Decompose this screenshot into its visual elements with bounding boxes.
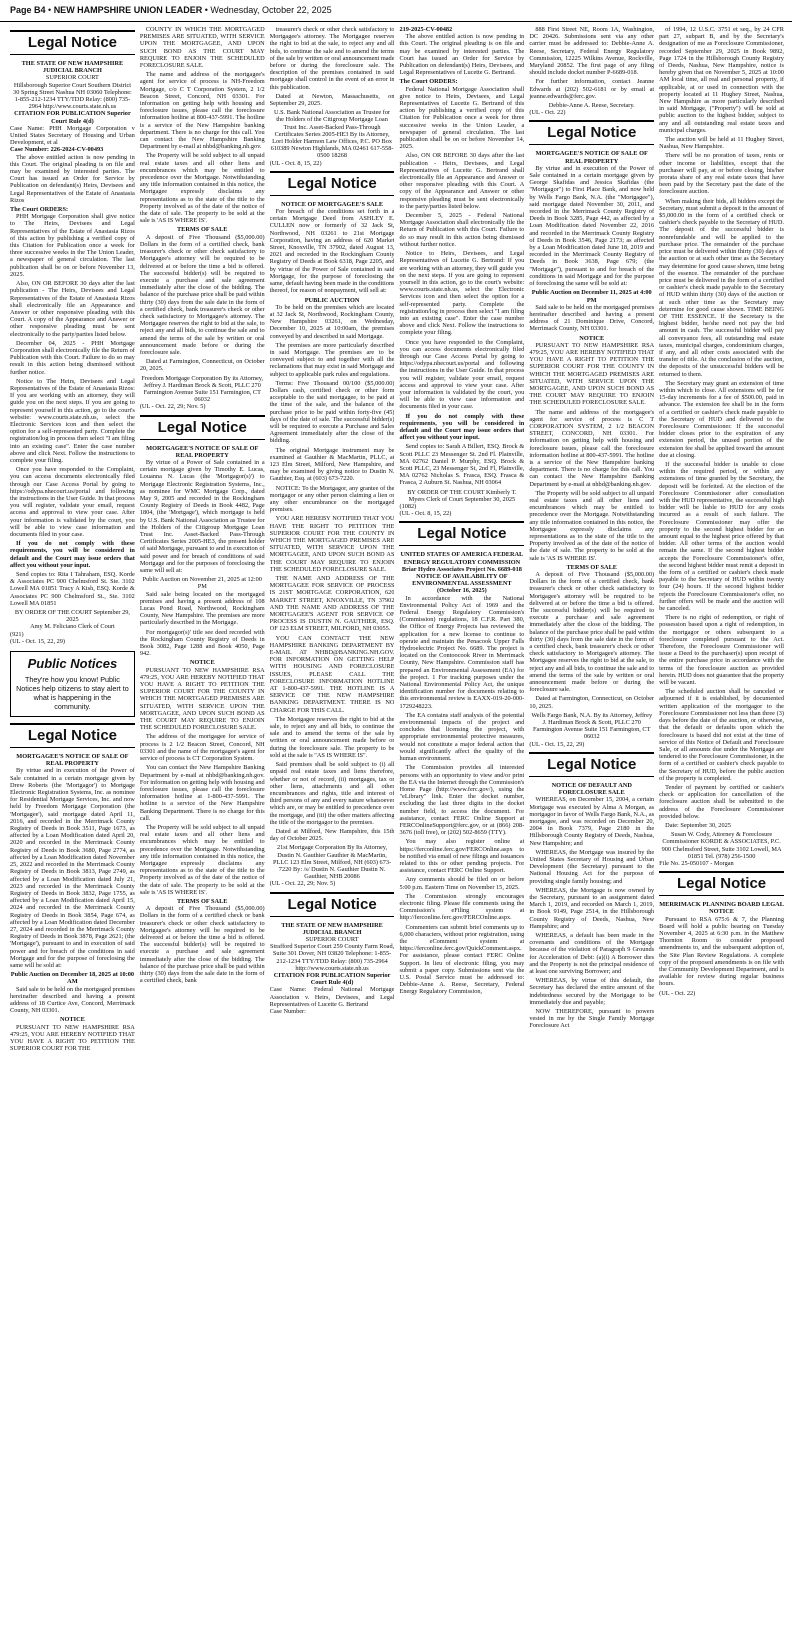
case-number-label: Case Number: <box>269 1007 306 1015</box>
notice-paragraph: Also, ON OR BEFORE 30 days after the last publication - Heirs, Devisees, and Legal Representatives of Lucette G. Bertrand shall electronically file an Appearance and Answer or other responsive pleading with this Court. A copy of the Appearance and Answer or other responsive pleading must be sent electronically to the party/parties listed below. <box>399 152 525 210</box>
notice-paragraph: Any comments should be filed on or before 5:00 p.m. Eastern Time on November 15, 2025. <box>399 876 525 891</box>
notice-paragraph: The address of the mortgagee for service of process is 2 1/2 Beacon Street, Concord, NH 03301 and the name of the mortgagee's agent for service of process is CT Corporation System. <box>139 733 265 763</box>
notice-paragraph: By virtue of a Power of Sale contained in a certain mortgage given by Timothy E. Lucas, Louanna N. Lucas (the 'Mortgagor(s)') to Mortgage Electronic Registration Systems, Inc., as nominee for WMC Mortgage Corp., dated May 9, 2005 and recorded in the Rockingham County Registry of Deeds in Book 4482, Page 1804, (the 'Mortgage'), which mortgage is held by U.S. Bank National Association as Trustee for the Holders of the Citigroup Mortgage Loan Trust Inc. Asset-Backed Pass-Through Certificates Series 2005-HE3, the present holder of said Mortgage, pursuant to and in execution of said power and for breach of conditions of said Mortgage and for the purposes of foreclosing the same will sell at: <box>139 458 265 575</box>
notice-paragraph: The name and address of the mortgagee's agent for service of process is C T CORPORATION SYSTEM, 2 1/2 BEACON STREET, CONCORD, NH 03301. For information on getting help with housing and foreclosure issues, please call the foreclosure information hotline at 800-437-5991. The hotline is a service of the New Hampshire banking department. There is no charge for this call. You can contact the New Hampshire Banking Department by e-mail at nhbd@banking.nh.gov. <box>529 408 655 488</box>
notice-paragraph: The scheduled auction shall be canceled or adjourned if it is established, by documented written application of the mortgagor to the Foreclosure Commissioner not less than three (3) days before the date of the auction, or otherwise, that the default or defaults upon which the foreclosure is based did not exist at the time of service of this Notice of Default and Foreclosure Sale, or all amounts due under the Mortgage are tendered to the Foreclosure Commissioner, in the form of a certified or cashier's check payable to the Secretary of HUD, before the public auction of the property is completed. <box>659 688 784 782</box>
section-title: Legal Notice <box>529 752 654 777</box>
run-dates: (UL - Oct. 15, 22, 29) <box>10 637 66 645</box>
notice-paragraph: When making their bids, all bidders except the Secretary, must submit a deposit in the amount of $5,000.00 in the form of a certified check or cashier's check payable to the Secretary of HUD. The deposit of the successful bidder is nonrefundable and will be applied to the purchase price. The remainder of the purchase price must be delivered within thirty (30) days of the auction or at such other time as the Secretary may determine for good cause shown, time being of the essence. The remainder of the purchase price must be delivered in the form of a certified or cashier's check made payable to the Secretary of HUD within thirty (30) days of the auction or at such other time as the Secretary may determine for good cause shown. TIME BEING OF THE ESSENCE. If the Secretary is the highest bidder, he/she need not pay the bid amount in cash. The successful bidder will pay all conveyance fees, all outstanding real estate taxes, municipal charges, condominium charges, if any, and all other costs associated with the transfer of title. At the conclusion of the auction, the deposits of the unsuccessful bidders will be returned to them. <box>659 197 784 378</box>
public-notices-text: They're how you know! Public Notices help citizens to stay alert to what is happening in the community. <box>16 675 129 712</box>
notice-paragraph: YOU ARE HEREBY NOTIFIED THAT YOU HAVE THE RIGHT TO PETITION THE SUPERIOR COURT FOR THE COUNTY IN WHICH THE MORTGAGED PREMISES ARE SITUATED, WITH SERVICE UPON THE MORTGAGEE, AND UPON SUCH BOND AS THE COURT MAY REQUIRE TO ENJOIN THE SCHEDULED FORECLOSURE SALE. <box>269 515 395 573</box>
court-order-line: BY ORDER OF THE COURT September 29, 2025 <box>14 609 130 624</box>
notice-paragraph: December 04, 2025 - PHH Mortgage Corporation shall electronically file the Return of Publication with this Court. Failure to do so may result in this action being dismissed without further notice. <box>10 339 135 376</box>
notice-paragraph: You may also register online at https://ferconline.ferc.gov/FERCOnline.aspx to be notified via email of new filings and issuances related to this or other pending projects. For assistance, contact FERC Online Support. <box>399 838 525 875</box>
commissioner-signature: Susan W. Cody, Attorney & Foreclosure Commissioner KORDE & ASSOCIATES, P.C. 900 Chelmsford Street, Suite 3102 Lowell, MA 01851 Tel. (978) 256-1500 <box>661 831 782 860</box>
run-dates: (UL - Oct. 22, 29; Nov. 5) <box>139 403 206 411</box>
notice-paragraph: A deposit of Five Thousand ($5,000.00) Dollars in the form of a certified check or bank treasurer's check or other check satisfactory to Mortgagee's attorney will be required to be delivered at or before the time a bid is offered. The successful bidder(s) will be required to execute a purchase and sale agreement immediately after the close of the bidding. The balance of the purchase price shall be paid within thirty (30) days from the sale date in the form of a certified check, bank <box>139 905 265 985</box>
notice-paragraph: The EA contains staff analysis of the potential environmental impacts of the project and concludes that licensing the project, with appropriate environmental protective measures, would not constitute a major federal action that would significantly affect the quality of the human environment. <box>399 711 525 763</box>
notice-label: NOTICE <box>189 659 215 667</box>
column-3 <box>270 26 395 1632</box>
notice-paragraph: For further information, contact Jeanne Edwards at (202) 502-6181 or by email at jeanne.edwards@ferc.gov. <box>529 78 655 100</box>
notice-paragraph: The Property will be sold subject to all unpaid real estate taxes and all other liens and encumbrances which may be entitled to precedence over the Mortgage. Notwithstanding any title information contained in this notice, the Mortgagee expressly disclaims any representations as to the state of the title to the Property involved as of the date of the notice of the date of sale. The property to be sold at the sale is 'AS IS WHERE IS'. <box>139 152 265 225</box>
case-number: 219-2025-CV-00482 <box>399 26 453 33</box>
court-heading: THE STATE OF NEW HAMPSHIRE JUDICIAL BRANCH <box>21 60 124 75</box>
notice-label: NOTICE <box>579 334 605 342</box>
notice-paragraph: Federal National Mortgage Association shall give notice to Heirs, Devisees, and Legal Representatives of Lucette G. Bertrand of this action by publishing a verified copy of this Citation for Publication once a week for three successive weeks in the Union Leader, a newspaper of general circulation. The last publication shall be on or before November 14, 2025. <box>399 85 525 151</box>
attorney-signature: Wells Fargo Bank, N.A. By its Attorney, Jeffrey J. Hardiman Brock & Scott, PLLC 270 Farmington Avenue Suite 151 Farmington, CT 06032 <box>531 711 653 741</box>
notice-paragraph: By virtue and in execution of the Power of Sale contained in a certain mortgage given by Drew Roberts (the 'Mortgagor') to Mortgage Electronic Registration Systems, Inc. as nominee for Residential Mortgage Services, Inc. and now held by Freedom Mortgage Corporation (the 'Mortgagee'), said mortgage dated April 11, 2016, and recorded in the Merrimack County Registry of Deeds in Book 3511, Page 1673, as affected by a Loan Modification dated April 20, 2020 and recorded in the Merrimack County Registry of Deeds in Book 3680, Page 2774, as affected by a Loan Modification dated November 25, 2022 and recorded in the Merrimack County Registry of Deeds in Book 3813, Page 2749, as affected by a Loan Modification dated July 21, 2023 and recorded in the Merrimack County Registry of Deeds in Book 3832, Page 1755, as affected by a Loan Modification dated April 15, 2024 and recorded in the Merrimack County Registry of Deeds in Book 3854, Page 674, as affected by a Loan Modification dated December 27, 2024 and recorded in the Merrimack County Registry of Deeds in Book 3878, Page 2621; (the 'Mortgage'), pursuant to and in execution of said power and for breach of the conditions in said Mortgage and for the purpose of foreclosing the same will be sold at: <box>10 767 135 969</box>
notice-label: NOTICE <box>59 1016 85 1024</box>
notice-paragraph: The above entitled action is now pending in this Court. The original pleading is on file and may be examined by interested parties. The Court has issued an Order for Service by Publication on defendant(s) Heirs, Devisees, and Legal Representatives of Lucette G. Bertrand. <box>399 33 525 77</box>
notice-paragraph: For mortgagor(s)' title see deed recorded with the Rockingham County Registry of Deeds in Book 3082, Page 1288 and Book 4050, Page 942. <box>139 628 265 658</box>
section-title: Legal Notice <box>659 871 784 896</box>
section-title: Legal Notice <box>270 892 395 917</box>
notice-paragraph: YOU CAN CONTACT THE NEW HAMPSHIRE BANKING DEPARTMENT BY E-MAIL AT NHBD@BANKING.NH.GOV. FOR INFORMATION ON GETTING HELP WITH HOUSING AND FORECLOSURE ISSUES, PLEASE CALL THE FORECLOSURE INFORMATION HOTLINE AT 1-800-437-5991. THE HOTLINE IS A SERVICE OF THE NEW HAMPSHIRE BANKING DEPARTMENT. THERE IS NO CHARGE FOR THIS CALL. <box>269 634 395 714</box>
notice-paragraph: The Secretary may grant an extension of time within which to close. All extensions will be for 15-day increments for a fee of $500.00, paid in advance. The extension fee shall be in the form of a certified or cashier's check made payable to the Secretary of HUD and delivered to the Foreclosure Commissioner. If the successful bidder closes prior to the expiration of any extension period, the unused portion of the extension fee shall be applied toward the amount due at closing. <box>659 379 784 459</box>
planning-board-heading: MERRIMACK PLANNING BOARD LEGAL NOTICE <box>659 901 784 916</box>
run-dates: (UL - Oct. 22) <box>529 109 566 117</box>
notice-title: MORTGAGEE'S NOTICE OF SALE OF REAL PROPERTY <box>535 150 648 165</box>
notice-paragraph: Once you have responded to the Complaint, you can access documents electronically filed through our Case Access Portal by going to https://odypa.nhecourt.us/portal and following the instructions in the User Guide. In that process you will register, validate your email, request access and approval to view your case. After your information is validated by the court, you will be able to view case information and documents filed in your case. <box>399 338 525 411</box>
case-name: Case Name: PHH Mortgage Corporation v United States Secretary of Housing and Urban Development, et al <box>10 124 135 147</box>
notice-paragraph: The Commission strongly encourages electronic filing. Please file comments using the Commission's eFiling system at http://ferconline.ferc.gov/FERCOnline.aspx. <box>399 892 525 922</box>
notice-paragraph: The Property will be sold subject to all unpaid real estate taxes and all other liens and encumbrances which may be entitled to precedence over the Mortgage. Notwithstanding any title information contained in this notice, the Mortgagee expressly disclaims any representations as to the state of the title to the Property involved as of the date of the notice of the date of sale. The property to be sold at the sale is 'AS IS WHERE IS'. <box>139 823 265 896</box>
notice-paragraph: Said premises shall be sold subject to (i) all unpaid real estate taxes and liens therefore, whether or not of record, (ii) mortgages, tax or other liens, attachments and all other encumbrances and rights, title and interest of third persons of any and every nature whatsoever which are, or may be entitled to precedence over the mortgage, and (iii) the other matters affecting the title of the mortgagor to the premises. <box>269 761 395 826</box>
public-notices-title: Public Notices <box>27 656 118 672</box>
notice-paragraph: You can contact the New Hampshire Banking Department by e-mail at nhbd@banking.nh.gov. For information on getting help with housing and foreclosure issues, please call the foreclosure information hotline at 1-800-437-5991. The hotline is a service of the New Hampshire Banking Department. There is no charge for this call. <box>139 764 265 822</box>
notice-paragraph: The above entitled action is now pending in this Court. The original pleading is on file and may be examined by interested parties. The Court has issued an Order for Service by Publication on defendant(s) Heirs, Devisees and Legal Representatives of the Estate of Anastasia Rizos <box>10 153 135 204</box>
notice-paragraph: December 5, 2025 - Federal National Mortgage Association shall electronically file the Return of Publication with this Court. Failure to do so may result in this action being dismissed without further notice. <box>399 212 525 248</box>
notice-paragraph: Dated at Milford, New Hampshire, this 15th day of October 2025. <box>269 827 395 843</box>
clerk-signature: Amy M. Feliciano Clerk of Court <box>30 623 115 631</box>
notice-paragraph: PHH Mortgage Corporation shall give notice to The Heirs, Devisees and Legal Representatives of the Estate of Anastasia Rizos of this action by publishing a verified copy of this Citation for Publication once a week for three successive weeks in the The Union Leader, a newspaper of general circulation. The last publication shall be on or before November 13, 2025. <box>10 213 135 278</box>
notice-paragraph: WHEREAS, by virtue of this default, the Secretary has declared the entire amount of the indebtedness secured by the Mortgage to be immediately due and payable; <box>529 977 655 1006</box>
auction-heading: PUBLIC AUCTION <box>304 296 360 304</box>
secretary-signature: Debbie-Anne A. Reese, Secretary. <box>548 102 635 110</box>
notice-paragraph: The name and address of the mortgagee's agent for service of process is NH-Freedom Mortgage, c/o C T Corporation System, 2 1/2 Beacon Street, Concord, NH 03301. For information on getting help with housing and foreclosure issues, please call the foreclosure information hotline at 800-437-5991. The hotline is a service of the New Hampshire banking department. There is no charge for this call. You can contact the New Hampshire Banking Department by e-mail at nhbd@banking.nh.gov. <box>139 71 265 151</box>
notice-paragraph: Tender of payment by certified or cashier's check or application for cancellation of the foreclosure auction shall be submitted to the address of the Foreclosure Commissioner provided below. <box>659 783 784 820</box>
notice-paragraph: Once you have responded to the Complaint, you can access documents electronically filed through our Case Access Portal by going to https://odypa.nhecourt.us/portal and following the instructions in the User Guide. In that process you will register, validate your email, request access and approval to view your case. After your information is validated by the court, you will be able to view case information and documents filed in your case. <box>10 466 135 538</box>
case-name: Case Name: Federal National Mortgage Association v. Heirs, Devisees, and Legal Representatives of Lucette G. Bertrand <box>269 986 395 1008</box>
notice-paragraph: The premises are more particularly described in said Mortgage. The premises are to be conveyed subject to and together with all the reclamations that may exist in said Mortgage and subject to applicable park rules and regulations. <box>269 341 395 378</box>
notice-paragraph: By virtue and in execution of the Power of Sale contained in a certain mortgage given by George Skafidas and Jessica Skafidas (the "Mortgagor") to First Place Bank, and now held by Wells Fargo Bank, N.A. (the "Mortgagee"), said mortgage dated November 30, 2011, and recorded in the Merrimack County Registry of Deeds in Book 3285, Page 442, as affected by a Loan Modification dated November 22, 2016 and recorded in the Merrimack County Registry of Deeds in Book 3546, Page 2173; as affected by a Loan Modification dated June 18, 2019 and recorded in the Merrimack County Registry of Deeds in Book 3638, Page 679; (the "Mortgage"), pursuant to and for breach of the conditions in said Mortgage and for the purpose of foreclosing the same will be sold at: <box>529 164 655 288</box>
issue-date: Wednesday, October 22, 2025 <box>210 5 332 15</box>
notice-paragraph: Terms: Five Thousand 00/100 ($5,000.00) Dollars cash, certified check or other form acceptable to the said mortgagee, to be paid at the time of the sale, and the balance of the purchase price to be paid within forty-five (45) days of the date of sale. The successful bidder(s) will be required to execute a Purchase and Sales Agreement immediately after the close of the bidding. <box>269 379 395 445</box>
notice-paragraph: WHEREAS, the Mortgage was insured by the United States Secretary of Housing and Urban Development (the Secretary) pursuant to the National Housing Act for the purpose of providing single family housing; and <box>529 848 655 885</box>
run-dates: (UL - Oct. 22) <box>659 989 696 997</box>
attorney-signature: Freedom Mortgage Corporation By its Attorney, Jeffrey J. Hardiman Brock & Scott, PLLC 270 Farmington Avenue Suite 151 Farmington, CT 06032 <box>141 374 264 404</box>
page-number: Page B4 <box>10 5 46 15</box>
notice-paragraph: Dated at Farmington, Connecticut, on October 20, 2025. <box>139 358 265 373</box>
notice-paragraph: Commenters can submit brief comments up to 6,000 characters, without prior registration, using the eComment system at https://ferconline.ferc.gov/QuickComment.aspx. For assistance, please contact FERC Online Support. In lieu of electronic filing, you may submit a paper copy. Submissions sent via the U.S. Postal Service must be addressed to: Debbie-Anne A. Reese, Secretary, Federal Energy Regulatory Commission, <box>399 923 525 996</box>
auction-date: Public Auction on November 21, 2025 at 12:00 PM <box>142 576 262 591</box>
notice-paragraph: There is no right of redemption, or right of possession based upon a right of redemption, in the mortgagor or others subsequent to a foreclosure completed pursuant to the Act. Therefore, the Foreclosure Commissioner will issue a Deed to the purchaser(s) upon receipt of the entire purchase price in accordance with the terms of the foreclosure auction as provided herein. HUD does not guarantee that the property will be vacant. <box>659 614 784 687</box>
notice-paragraph: Dated at Newton, Massachusetts, on September 29, 2025. <box>269 92 395 108</box>
notice-paragraph: If the successful bidder is unable to close within the required period, or within any extensions of time granted by the Secretary, the deposit will be forfeited. At the election of the Foreclosure Commissioner after consultation with the HUD representative, the successful high bidder will be liable to HUD for any costs incurred as a result of such failure. The Foreclosure Commissioner may offer the property to the second highest bidder for an amount equal to the highest price offered by that bidder. All other terms of the auction would remain the same. If the second highest bidder accepts the Foreclosure Commissioner's offer, the second highest bidder must remit a deposit in the form of a certified or cashier's check made payable to the Secretary of HUD within twenty four (24) hours. If the second highest bidder rejects the Foreclosure Commissioner's offer, no further offers will be made and the auction will be canceled. <box>659 460 784 613</box>
court-orders-label: The Court ORDERS: <box>10 206 69 214</box>
run-dates: (UL - Oct. 15, 22, 29) <box>529 740 585 748</box>
citation-title: CITATION FOR PUBLICATION Superior Court Rule 4(d) <box>14 110 131 125</box>
court-subheading: SUPERIOR COURT <box>305 935 359 943</box>
court-order-line: BY ORDER OF THE COURT Kimberly T. Myers Clerk of Court September 30, 2025 <box>407 488 517 503</box>
public-notices-box <box>10 651 135 717</box>
section-title: Legal Notice <box>399 521 524 546</box>
notice-paragraph: WHEREAS, the Mortgage is now owned by the Secretary, pursuant to an assignment dated March 1, 2019, and recorded on March 1, 2019, in Book 9149, Page 2514, in the Hillsborough County Registry of Deeds, Nashua, New Hampshire; and <box>529 886 655 930</box>
column-6 <box>659 26 784 1632</box>
notice-paragraph: THE NAME AND ADDRESS OF THE MORTGAGEE FOR SERVICE OF PROCESS IS 21ST MORTGAGE CORPORATION, 620 MARKET STREET, KNOXVILLE, TN 37902 AND THE NAME AND ADDRESS OF THE MORTGAGEE'S AGENT FOR SERVICE OF PROCESS IS DUSTIN N. GAUTHIER, ESQ. OF 123 ELM STREET, MILFORD, NH 03055. <box>269 575 395 633</box>
notice-paragraph: To be held on the premises which are located at 32 Jack St, Northwood, Rockingham County, New Hampshire 03261, on Wednesday, December 10, 2025 at 10:00am, the premises conveyed by and described in said Mortgage. <box>269 303 395 340</box>
notice-paragraph: The Mortgagee reserves the right to bid at the sale, to reject any and all bids, to continue the sale and to amend the terms of the sale by written or oral announcement made before or during the foreclosure sale. The property to be sold at the sale is "AS IS WHERE IS". <box>269 715 395 759</box>
column-4 <box>399 26 524 1632</box>
court-address: Strafford Superior Court 259 County Farm Road, Suite 301 Dover, NH 03820 Telephone: 1-855-212-1234 TTY/TDD Relay: (800) 735-2964 http://www.courts.state.nh.us <box>269 943 395 972</box>
notice-paragraph: NOW THEREFORE, pursuant to powers vested in me by the Single Family Mortgage Foreclosure Act <box>529 1007 655 1030</box>
run-dates: (UL - Oct. 8, 15, 22) <box>399 510 452 518</box>
column-1 <box>10 26 135 1632</box>
terms-of-sale-heading: TERMS OF SALE <box>566 563 617 571</box>
reference-number: (1082) <box>399 503 417 510</box>
section-title: Legal Notice <box>270 171 395 196</box>
notice-paragraph: The Commission provides all interested persons with an opportunity to view and/or print the EA via the Internet through the Commission's Home Page (http://www.ferc.gov/), using the "eLibrary" link. Enter the docket number, excluding the last three digits in the docket number field, to access the document. For assistance, contact FERC Online Support at FERCOnlineSupport@ferc.gov, or at (866) 208-3676 (toll free), or (202) 502-8659 (TTY). <box>399 764 525 837</box>
attorney-signature: U.S. Bank National Association as Trustee for the Holders of the Citigroup Mortgage Loan Trust Inc. Asset-Backed Pass-Through Certificates Series 2005-HE3 By its Attorney, Lori Holder Harmon Law Offices, P.C. PO Box 610389 Newton Highlands, MA 02461 617-558-0500 18268 <box>270 109 394 160</box>
notice-title: NOTICE OF DEFAULT AND FORECLOSURE SALE <box>551 781 632 797</box>
notice-paragraph: NOTICE: To the Mortgagor, any grantee of the mortgagor or any other person claiming a lien or any other encumbrance on the mortgaged premises. <box>269 484 395 514</box>
notice-paragraph: Notice to Heirs, Devisees, and Legal Representatives of Lucette G. Bertrand: If you are working with an attorney, they will guide you on the next steps. If you are going to represent yourself in this action, go to the court's website: www.courts.state.nh.us, select the Electronic Services icon and then select the option for a self-represented party. Complete the registration/log in process then select "I am filing into an existing case". Enter the case number above and click Next. Follow the instructions to complete your filing. <box>399 250 525 337</box>
section-title: Legal Notice <box>10 723 135 748</box>
paper-name: NEW HAMPSHIRE UNION LEADER <box>53 5 203 15</box>
attorney-signature: 21st Mortgage Corporation By Its Attorney, Dustin N. Gauthier Gauthier & MacMartin, PLLC 123 Elm Street, Milford, NH (603) 673-7220 By: /s/ Dustin N. Gauthier Dustin N. Gauthier, NHB 20086 <box>273 844 392 881</box>
notice-title: MORTGAGEE'S NOTICE OF SALE OF REAL PROPERTY <box>16 753 129 768</box>
terms-of-sale-heading: TERMS OF SALE <box>176 226 228 234</box>
notice-paragraph: PURSUANT TO NEW HAMPSHIRE RSA 479:25, YOU ARE HEREBY NOTIFIED THAT YOU HAVE A RIGHT TO PETITION THE SUPERIOR COURT FOR THE COUNTY IN WHICH THE MORTGAGED PREMISES ARE SITUATED, WITH SERVICE UPON THE MORTGAGEE, AND UPON SUCH BOND AS THE COURT MAY REQUIRE TO ENJOIN THE SCHEDULED FORECLOSURE SALE. <box>139 666 265 732</box>
section-title: Legal Notice <box>10 30 135 55</box>
court-subheading: SUPERIOR COURT <box>45 74 99 82</box>
auction-date: Public Auction on December 11, 2025 at 4:00 PM <box>531 289 652 304</box>
notice-paragraph: In accordance with the National Environmental Policy Act of 1969 and the Federal Energy Regulatory Commission's (Commission) regulations, 18 C.F.R. Part 380, the Office of Energy Projects has reviewed the application for a new license to continue to operate and maintain the Penacook Upper Falls Hydroelectric Project No. 6689. The project is located on the Contoocook River in Merrimack County, New Hampshire. Commission staff has prepared an Environmental Assessment (EA) for the project. 1 For tracking purposes under the National Environmental Policy Act, the unique identification number for documents relating to this environmental review is EAXX-019-20-000-1729248223. <box>399 594 525 710</box>
run-dates: (UL - Oct. 8, 15, 22) <box>269 159 322 167</box>
notice-paragraph: Dated at Farmington, Connecticut, on October 10, 2025. <box>529 695 655 710</box>
file-number: File No. 25-050107 - Morgan <box>659 859 734 867</box>
notice-paragraph: Said sale to be held on the mortgaged premises hereinafter described and having a present address of 18 Curtice Ave, Concord, Merrimack County, NH 03301. <box>10 985 135 1015</box>
court-orders-label: The Court ORDERS: <box>399 78 458 86</box>
court-heading: THE STATE OF NEW HAMPSHIRE JUDICIAL BRANCH <box>281 921 383 936</box>
notice-paragraph: A deposit of Five Thousand ($5,000.00) Dollars in the form of a certified check, bank treasurer's check or other check satisfactory to Mortgagee's attorney will be required to be delivered at or before the time a bid is offered. The successful bidder(s) will be required to execute a purchase and sale agreement immediately after the close of the bidding. The balance of the purchase price shall be paid within thirty (30) days from the sale date in the form of a certified check, bank treasurer's check or other check satisfactory to Mortgagee's attorney. The Mortgagee reserves the right to bid at the sale, to reject any and all bids, to continue the sale and to amend the terms of the sale by written or oral announcement made before or during the foreclosure sale. <box>529 571 655 694</box>
terms-of-sale-heading: TERMS OF SALE <box>176 897 228 905</box>
column-2 <box>140 26 265 1632</box>
notice-paragraph: If you do not comply with these requirements, you will be considered in default and the Court may issue orders that affect you without your input. <box>399 412 525 442</box>
section-title: Legal Notice <box>140 415 265 440</box>
section-title: Legal Notice <box>529 120 654 145</box>
auction-date: Public Auction on December 18, 2025 at 10:00 AM <box>10 971 135 986</box>
notice-paragraph: The Property will be sold subject to all unpaid real estate taxes and all other liens and encumbrances which may be entitled to precedence over the Mortgage. Notwithstanding any title information contained in this notice, the Mortgagee expressly disclaims any representations as to the state of the title to the Property involved as of the date of the notice of the date of sale. The property to be sold at the sale is 'AS IS WHERE IS'. <box>529 489 655 562</box>
notice-paragraph: There will be no proration of taxes, rents or other income or liabilities, except that the purchaser will pay, at or before closing, his/her prorata share of any real estate taxes that have been paid by the Secretary past the date of the foreclosure auction. <box>659 152 784 196</box>
page-header: Page B4 • NEW HAMPSHIRE UNION LEADER • Wednesday, October 22, 2025 <box>0 0 792 22</box>
notice-paragraph: Said sale to be held on the mortgaged premises hereinafter described and having a present address of 21 Dominique Drive, Concord, Merrimack County, NH 03301. <box>529 303 655 333</box>
citation-title: CITATION FOR PUBLICATION Superior Court Rule 4(d) <box>273 971 391 987</box>
notice-paragraph: The auction will be held at 11 Hughey Street, Nashua, New Hampshire. <box>659 136 784 151</box>
notice-paragraph: PURSUANT TO NEW HAMPSHIRE RSA 479:25, YOU ARE HEREBY NOTIFIED THAT YOU HAVE A RIGHT TO PETITION THE SUPERIOR COURT FOR THE COUNTY IN WHICH THE MORTGAGED PREMISES ARE SITUATED, WITH SERVICE UPON THE MORTGAGEE, AND UPON SUCH BOND AS THE COURT MAY REQUIRE TO ENJOIN THE SCHEDULED FORECLOSURE SALE. <box>529 341 655 407</box>
notice-title: MORTGAGEE'S NOTICE OF SALE OF REAL PROPERTY <box>146 444 259 459</box>
notice-title: NOTICE OF MORTGAGEE'S SALE <box>281 200 384 208</box>
send-copies: Send copies to: Rita I Tahraham, ESQ. Korde & Associates PC 900 Chelmsford St. Ste. 3102 Lowell MA 01851 Tracy A Kish, ESQ. Korde & Associates PC 900 Chelmsford St., Ste. 3102 Lowell MA 01851 <box>10 571 135 607</box>
run-dates: (UL - Oct. 22, 29; Nov. 5) <box>269 880 336 888</box>
ferc-heading: UNITED STATES OF AMERICA FEDERAL ENERGY REGULATORY COMMISSION Briar Hydro Associates Project No. 6689-018 NOTICE OF AVAILABILITY OF ENVIRONMENTAL ASSESSMENT (October 16, 2025) <box>400 551 524 595</box>
notice-paragraph: WHEREAS, on December 15, 2004, a certain Mortgage was executed by Alma A Morgan, as mortgagor in favor of Wells Fargo Bank, N.A., as mortgagee, and was recorded on December 20, 2004 in Book 7379, Page 2180 in the Hillsborough County Registry of Deeds, Nashua, New Hampshire; and <box>529 796 655 847</box>
notice-paragraph: For breach of the conditions set forth in a certain Mortgage Deed from ASHLEY E. CULLEN now or formerly of 32 Jack St, Northwood, NH 03261 to 21st Mortgage Corporation, having an address of 620 Market Street, Knoxville, TN 37902, dated August 13, 2021 and recorded in the Rockingham County Registry of Deeds at Book 6318, Page 2205, and by virtue of the Power of Sale contained in said Mortgage, for the purpose of foreclosing the same, default having been made in the conditions thereof, for reason of nonpayment, will sell at: <box>269 208 395 295</box>
notice-paragraph: COUNTY IN WHICH THE MORTGAGED PREMISES ARE SITUATED, WITH SERVICE UPON THE MORTGAGEE, AND UPON SUCH BOND AS THE COURT MAY REQUIRE TO ENJOIN THE SCHEDULED FORECLOSURE SALE. <box>139 26 265 70</box>
notice-paragraph: WHEREAS, a default has been made in the covenants and conditions of the Mortgage because of the violation of Paragraph 9 Grounds for Acceleration of Debt: (a)(i) A Borrower dies and the Property is not the principal residence of at least one surviving Borrower; and <box>529 931 655 975</box>
send-copies: Send copies to: Sarah A Billert, ESQ. Brock & Scott PLLC 23 Messenger St. 2nd Fl. Plainville, MA 02762 Daniel P. Murphy, ESQ. Brock & Scott PLLC, 23 Messenger St, 2nd Fl, Plainville, MA 02762 Nicholas S. Frasca, ESQ. Frasca & Frasca, 2 Auburn St. Nashua, NH 03064 <box>399 443 525 487</box>
notice-paragraph: A deposit of Five Thousand ($5,000.00) Dollars in the form of a certified check, bank treasurer's check or other check satisfactory to Mortgagee's attorney will be required to be delivered at or before the time a bid is offered. The successful bidder(s) will be required to execute a purchase and sale agreement immediately after the close of the bidding. The balance of the purchase price shall be paid within thirty (30) days from the sale date in the form of a certified check, bank treasurer's check or other check satisfactory to Mortgagee's attorney. The Mortgagee reserves the right to bid at the sale, to reject any and all bids, to continue the sale and to amend the terms of the sale by written or oral announcement made before or during the foreclosure sale. <box>139 233 265 356</box>
notice-paragraph: PURSUANT TO NEW HAMPSHIRE RSA 479:25, YOU ARE HEREBY NOTIFIED THAT YOU HAVE A RIGHT TO PETITION THE SUPERIOR COURT FOR THE <box>10 1023 135 1053</box>
notice-paragraph: Said sale being located on the mortgaged premises and having a present address of 108 Lucas Pond Road, Northwood, Rockingham County, New Hampshire. The premises are more particularly described in the Mortgage. <box>139 590 265 627</box>
reference-number: (921) <box>10 630 24 638</box>
notice-paragraph: of 1994, 12 U.S.C. 3751 et seq., by 24 CFR part 27, subpart B, and by the Secretary's designation of me as Foreclosure Commissioner, recorded September 29, 2025 in Book 9892, Page 1724 in the Hillsborough County Registry of Deeds, Nashua, New Hampshire, notice is hereby given that on November 5, 2025 at 10:00 AM local time, all real and personal property, if applicable, at or used in connection with the property located at 11 Hughey Street, Nashua, New Hampshire as more particularly described in said Mortgage, ("Property") will be sold at public auction to the highest bidder, subject to any and all outstanding real estate taxes and municipal charges. <box>659 26 784 134</box>
notice-paragraph: The original Mortgage instrument may be examined at Gauthier & MacMartin, PLLC, at 123 Elm Street, Milford, New Hampshire, and may be examined by giving notice to Dustin N. Gauthier, Esq. at (603) 673-7220. <box>269 446 395 483</box>
notice-paragraph: Also, ON OR BEFORE 30 days after the last publication - The Heirs, Devisees and Legal Representatives of the Estate of Anastasia Rizos shall electronically file an Appearance and Answer or other responsive pleading with this Court. A copy of the Appearance and Answer or other responsive pleading must be sent electronically to the party/parties listed below. <box>10 280 135 338</box>
case-number: Case Number: 226-2024-CV-00493 <box>10 146 104 154</box>
court-address: Hillsborough Superior Court Southern District 30 Spring Street Nashua NH 03060 Telephone: 1-855-212-1234 TTY/TDD Relay: (800) 735-2964 http://www.courts.state.nh.us <box>13 81 132 111</box>
notice-paragraph: Notice to The Heirs, Devisees and Legal Representatives of the Estate of Anastasia Rizos: If you are working with an attorney, they will guide you on the next steps. If you are going to represent yourself in this action, go to the court's website: www.courts.state.nh.us, select the Electronic Services icon and then select the option for a self-represented party. Complete the registration/log in process then select "I am filing into an existing case". Enter the case number above and click Next. Follow the instructions to complete your filing. <box>10 377 135 464</box>
notice-paragraph: Date: September 30, 2025 <box>665 821 731 829</box>
notice-paragraph: If you do not comply with these requirements, you will be considered in default and the Court may issue orders that affect you without your input. <box>10 540 135 569</box>
column-5 <box>529 26 654 1632</box>
legal-notices-columns <box>10 26 784 1632</box>
notice-paragraph: treasurer's check or other check satisfactory to Mortgagee's attorney. The Mortgagee reserves the right to bid at the sale, to reject any and all bids, to continue the sale and to amend the terms of the sale by written or oral announcement made before or during the foreclosure sale. The description of the premises contained in said mortgage shall control in the event of an error in this publication. <box>269 26 395 91</box>
notice-paragraph: 888 First Street NE, Room 1A, Washington, DC 20426. Submissions sent via any other carrier must be addressed to: Debbie-Anne A. Reese, Secretary, Federal Energy Regulatory Commission, 12225 Wilkins Avenue, Rockville, Maryland 20852. The first page of any filing should include docket number P-6689-018. <box>529 26 655 77</box>
notice-paragraph: Pursuant to RSA 675:6 & 7, the Planning Board will hold a public hearing on Tuesday November 4, 2025 at 6:30 p.m. in the Matthew Thornton Room to consider proposed amendments to, and the subsequent adoption of, the Site Plan Review Regulations. A complete copy of the proposed amendments is on file with the Community Development Department, and is available for review during regular business hours. <box>659 915 784 988</box>
